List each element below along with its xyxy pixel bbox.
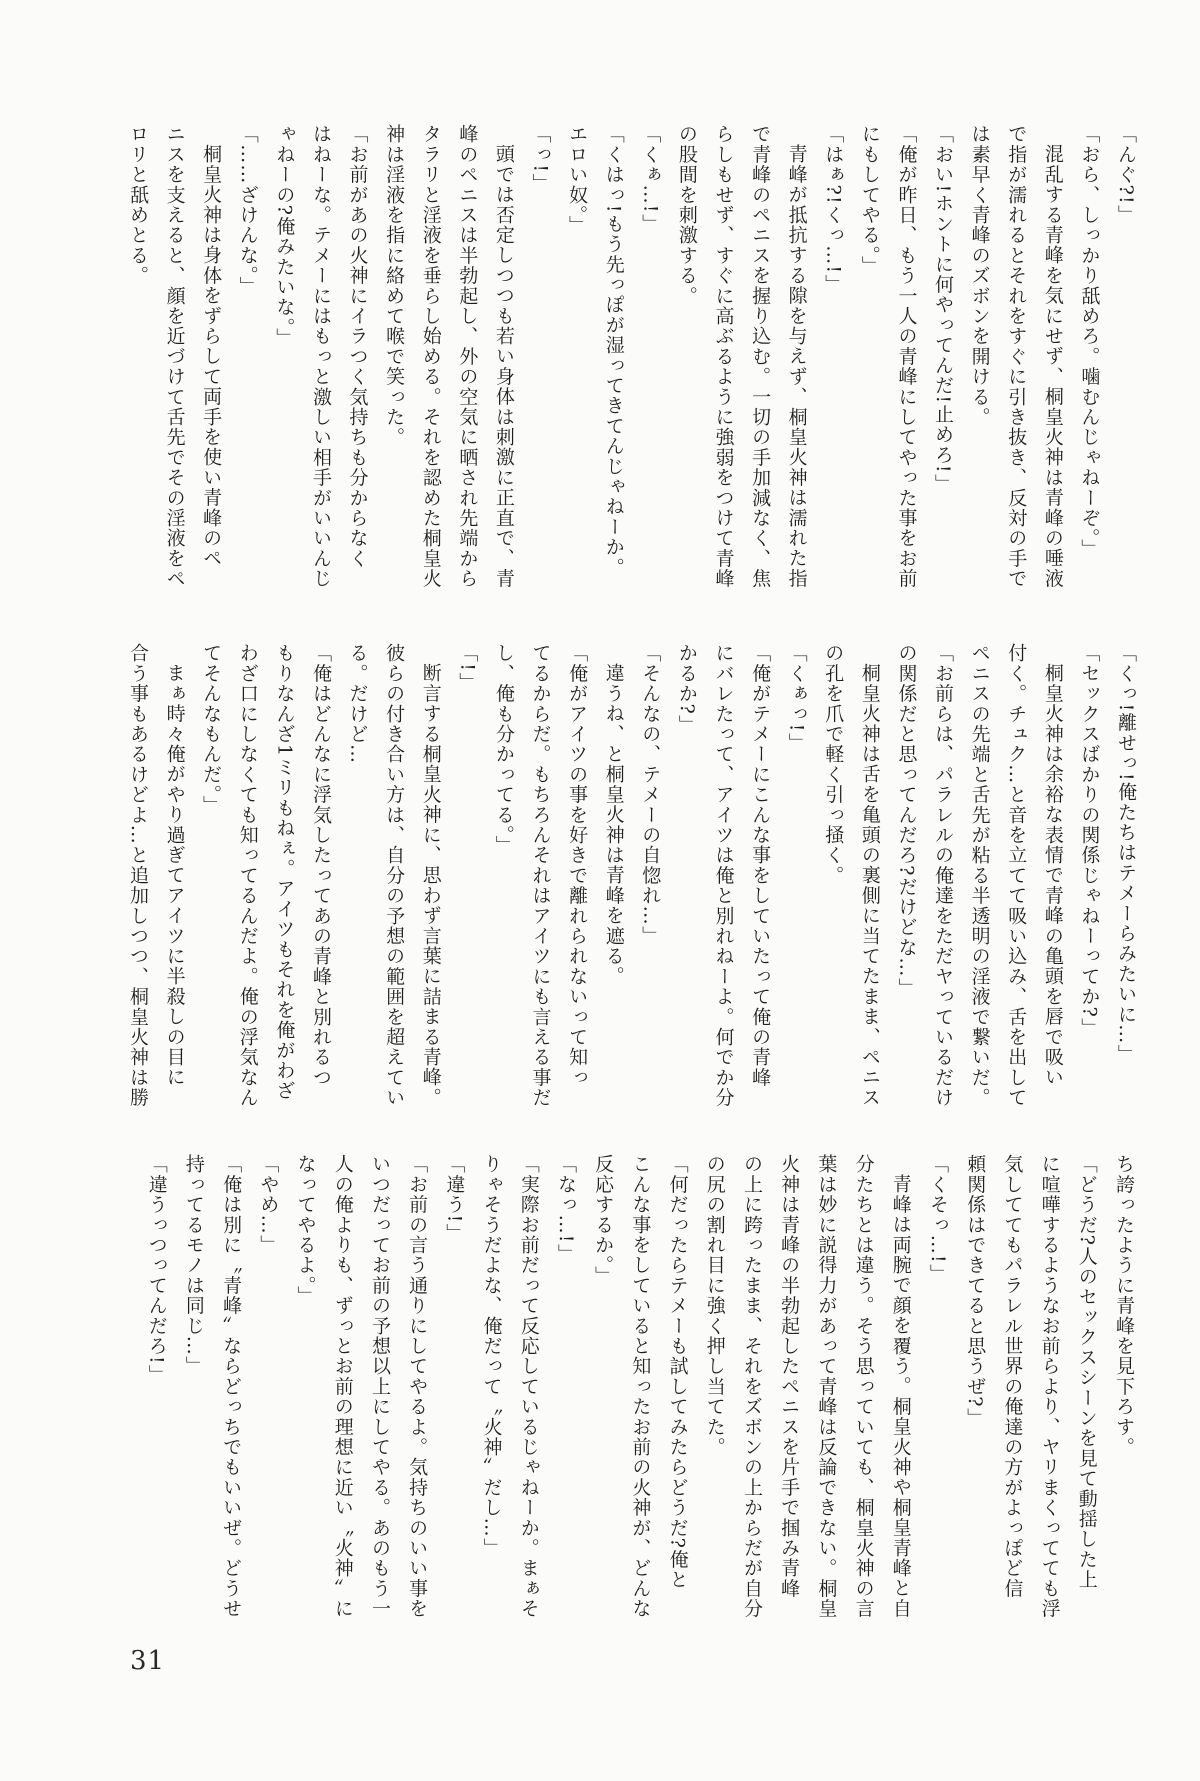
text-column: 葉は妙に説得力があって青峰は反論できない。桐皇 [815,1154,838,1619]
text-column: 桐皇火神は身体をずらして両手を使い青峰のペ [200,144,223,569]
text-column: 火神は青峰の半勃起したペニスを片手で掴み青峰 [778,1154,801,1599]
text-column: 合う事もあるけどよ…と追加しつつ、桐皇火神は勝 [126,643,149,1108]
text-block-middle [119,643,1144,1115]
text-column: に喧嘩するようなお前らより、ヤリまくってても浮 [1038,1154,1061,1619]
text-column: 「はぁ?!くっ…!」 [822,124,845,295]
text-column: 人の俺よりも、ずっとお前の理想に近い〝火神〟に [331,1154,354,1619]
text-column: 「そんなの、テメーの自惚れ…」 [639,643,662,946]
text-column: の関係だと思ってんだろ?だけどな…」 [895,643,918,998]
text-column: 「っ!」 [529,124,552,194]
text-column: 違うね、と桐皇火神は青峰を遮る。 [602,663,625,987]
text-column: まぁ時々俺がやり過ぎてアイツに半殺しの目に [163,663,186,1088]
text-column: 「セックスばかりの関係じゃねーってか?」 [1078,643,1101,1039]
text-column: 「やめ…」 [257,1154,280,1255]
text-column: 「俺が昨日、もう一人の青峰にしてやった事をお前 [895,124,918,589]
text-column: の上に跨ったまま、それをズボンの上からだが自分 [740,1154,763,1619]
text-column: 反応するか。」 [592,1154,615,1286]
text-block-bottom [138,1154,1142,1626]
text-column: もりなんざ1ミリもねぇ。アイツもそれを俺がわざ [273,643,296,1101]
text-column: ゃねーの?俺みたいな。」 [273,124,296,349]
text-column: 「くぁっ!」 [785,643,808,753]
text-column: で指が濡れるとそれをすぐに引き抜き、反対の手で [1005,124,1028,589]
text-column: 桐皇火神は舌を亀頭の裏側に当てたまま、ペニス [858,663,881,1108]
text-column: らしもせず、すぐに高ぶるように強弱をつけて青峰 [712,124,735,589]
text-column: はねーな。テメーにはもっと激しい相手がいいんじ [309,124,332,589]
text-column: で青峰のペニスを握り込む。一切の手加減なく、焦 [749,124,772,589]
text-column: 彼らの付き合い方は、自分の予想の範囲を超えてい [383,643,406,1108]
text-column: 気しててもパラレル世界の俺達の方がよっぽど信 [1001,1154,1024,1599]
text-column: かるか?」 [675,643,698,736]
text-column: ニスを支えると、顔を近づけて舌先でその淫液をペ [163,124,186,589]
text-column: の股間を刺激する。 [675,124,698,306]
text-column: 「んぐ?!」 [1115,124,1137,226]
text-column: てるからだ。もちろんそれはアイツにも言える事だ [529,643,552,1108]
text-column: 「くぁ…!」 [639,124,662,234]
text-column: 「実際お前だって反応しているじゃねーか。まぁそ [517,1154,540,1619]
text-column: 「くそっ…!」 [926,1154,949,1285]
text-column: 「違うっつってんだろ!」 [145,1154,168,1386]
text-column: りゃそうだよな、俺だって〝火神〟だし…」 [480,1154,503,1558]
text-column: 「くっ!離せっ!俺たちはテメーらみたいに…」 [1115,643,1137,1065]
text-column: 「俺がアイツの事を好きで離れられないって知っ [566,643,589,1088]
text-column: 「お前があの火神にイラつく気持ちも分からなく [346,124,369,569]
text-column: にバレたって、アイツは俺と別れねーよ。何でか分 [712,643,735,1108]
text-column: 「お前の言う通りにしてやるよ。気持ちのいい事を [406,1154,429,1619]
text-column: ペニスの先端と舌先が粘る半透明の淫液で繋いだ。 [968,643,991,1108]
text-column: 混乱する青峰を気にせず、桐皇火神は青峰の唾液 [1041,144,1064,589]
text-column: の尻の割れ目に強く押し当てた。 [703,1154,726,1457]
text-column: こんな事をしていると知ったお前の火神が、どんな [629,1154,652,1619]
text-column: わざ口にしなくても知ってるんだよ。俺の浮気なん [236,643,259,1108]
text-column: 峰のペニスは半勃起し、外の空気に晒され先端から [456,124,479,589]
text-column: 桐皇火神は余裕な表情で青峰の亀頭を唇で吸い [1041,663,1064,1088]
text-column: 頭では否定しつつも若い身体は刺激に正直で、青 [492,144,515,589]
text-column: 「俺は別に〝青峰〟ならどっちでもいいぜ。どうせ [220,1154,243,1619]
text-column: は素早く青峰のズボンを開ける。 [968,124,991,427]
text-column: 「俺がテメーにこんな事をしていたって俺の青峰 [749,643,772,1088]
text-column: 持ってるモノは同じ…」 [182,1154,205,1377]
text-column: 神は淫液を指に絡めて喉で笑った。 [383,124,406,448]
text-column: 「……ざけんな。」 [236,124,259,297]
text-column: の孔を爪で軽く引っ掻く。 [822,643,845,886]
text-column: 「なっ…!」 [554,1154,577,1264]
text-column: ち誇ったように青峰を見下ろす。 [1113,1154,1135,1457]
text-column: てそんなもんだ。」 [200,643,223,816]
page-number: 31 [130,1646,166,1676]
text-column: 分たちとは違う。そう思っていても、桐皇火神の言 [852,1154,875,1619]
text-column: なってやるよ。」 [294,1154,317,1307]
text-column: 「!」 [456,643,479,693]
text-column: 付く。チュク…と音を立てて吸い込み、舌を出して [1005,643,1028,1108]
text-column: 「おい!ホントに何やってんだ!止めろ!」 [932,124,955,494]
text-column: にもしてやる。」 [858,124,881,277]
text-column: エロい奴。」 [566,124,589,236]
text-column: 断言する桐皇火神に、思わず言葉に詰まる青峰。 [419,663,442,1108]
text-column: 頼関係はできてると思うぜ?」 [964,1154,987,1428]
text-column: 「お前らは、パラレルの俺達をただヤっているだけ [932,643,955,1108]
text-column: 「俺はどんなに浮気したってあの青峰と別れるつ [309,643,332,1088]
text-column: 「どうだ?人のセックスシーンを見て動揺した上 [1075,1154,1098,1590]
text-column: 「くはっ!もう先っぽが湿ってきてんじゃねーか。 [602,124,625,578]
text-column: し、俺も分かってる。」 [492,643,515,856]
text-block-top [119,124,1144,596]
text-column: タラリと淫液を垂らし始める。それを認めた桐皇火 [419,124,442,589]
text-column: いつだってお前の予想以上にしてやる。あのもう一 [368,1154,391,1619]
text-column: 青峰が抵抗する隙を与えず、桐皇火神は濡れた指 [785,144,808,589]
text-column: 青峰は両腕で顔を覆う。桐皇火神や桐皇青峰と自 [889,1174,912,1619]
text-column: 「何だったらテメーも試してみたらどうだ?俺と [666,1154,689,1590]
text-column: ロリと舐めとる。 [126,124,149,286]
text-column: る。だけど… [346,643,369,765]
text-column: 「違う!」 [443,1154,466,1244]
text-column: 「おら、しっかり舐めろ。噛むんじゃねーぞ。」 [1078,124,1101,559]
